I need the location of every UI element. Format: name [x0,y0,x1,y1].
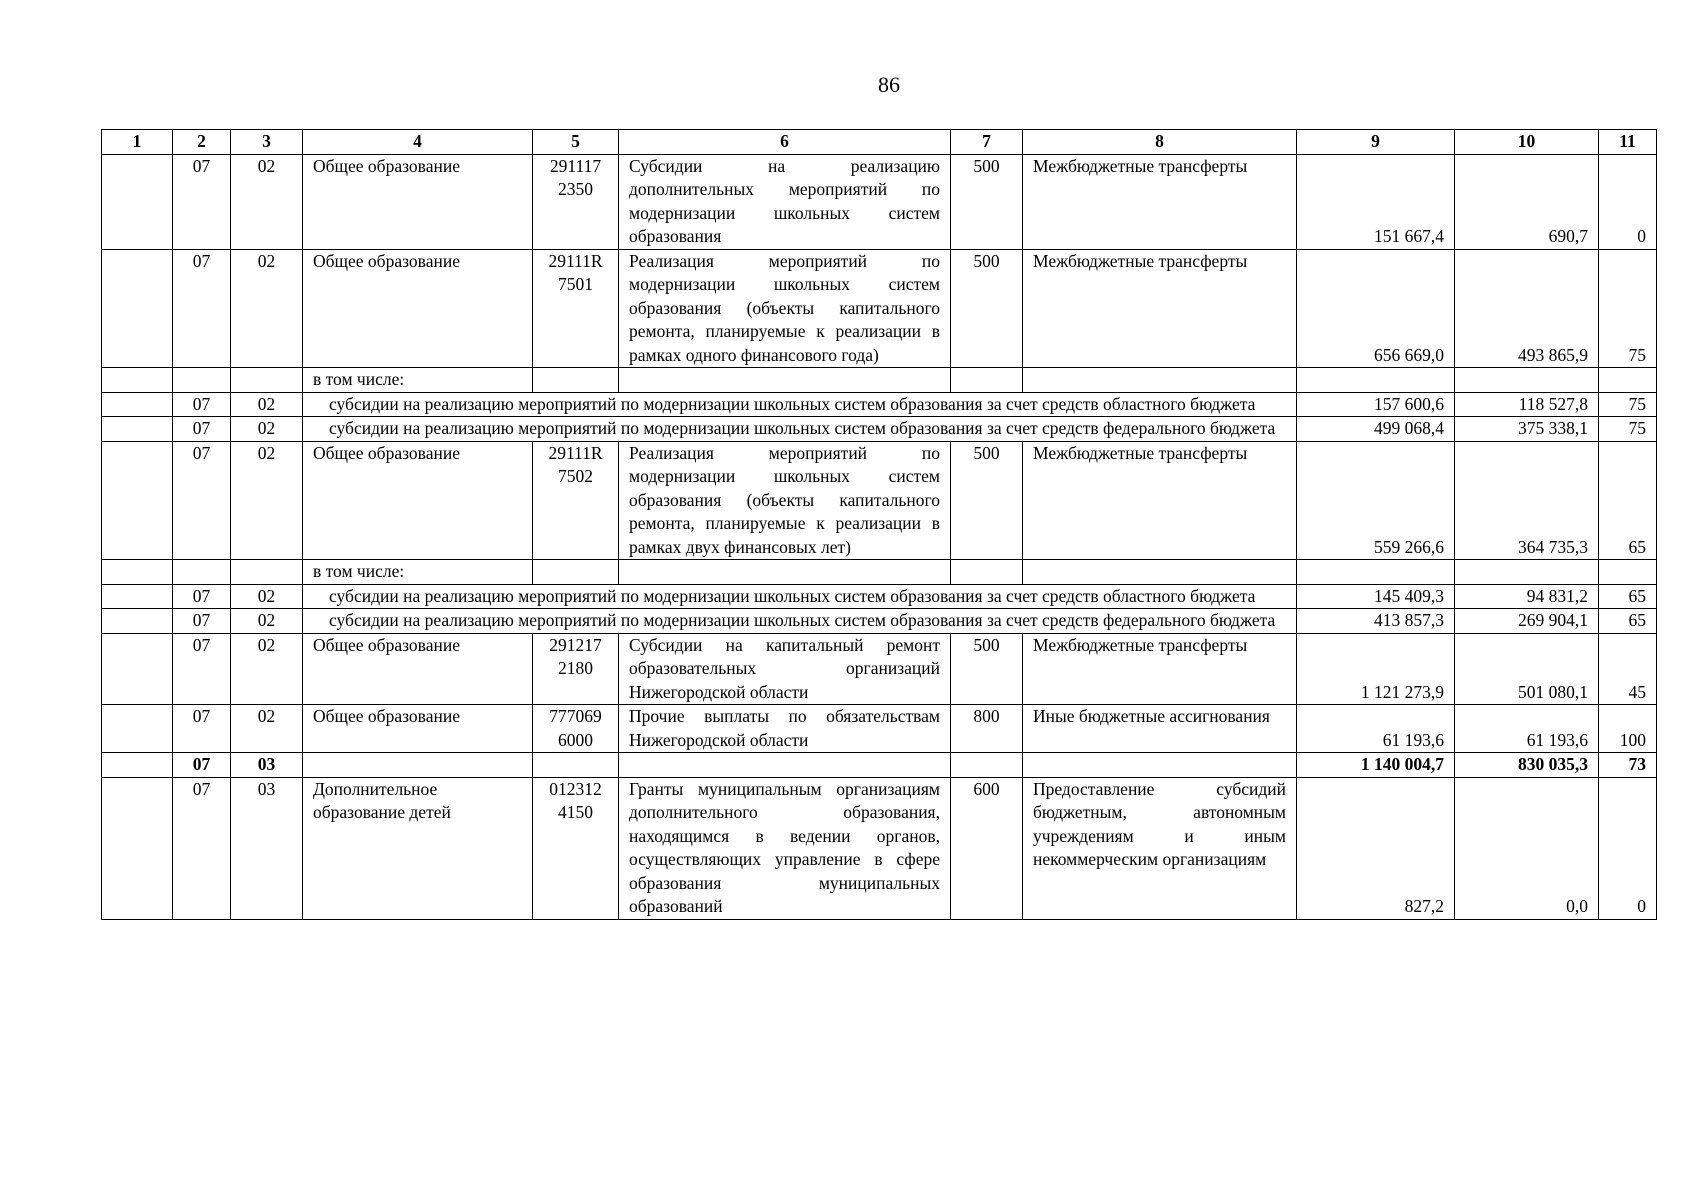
cell-actual-value: 94 831,2 [1455,584,1599,609]
cell-section: 07 [173,249,231,368]
col-header-10: 10 [1455,130,1599,155]
col-header-11: 11 [1599,130,1657,155]
cell-label: в том числе: [303,560,533,585]
cell-description: Субсидии на капитальный ремонт образовательных организаций Нижегородской области [619,633,951,705]
cell-description: Гранты муниципальным организациям дополнительного образования, находящимся в ведении органов, осуществляющих управление в сфере образования муниципальных образований [619,777,951,919]
col-header-4: 4 [303,130,533,155]
cell-expense-type-name: Межбюджетные трансферты [1023,249,1297,368]
cell-subsidy-description: субсидии на реализацию мероприятий по модернизации школьных систем образования за счет средств областного бюджета [303,584,1297,609]
cell-percent: 65 [1599,441,1657,560]
cell-empty [173,368,231,393]
cell-percent: 75 [1599,417,1657,442]
header-row [102,130,1657,155]
cell-section: 07 [173,633,231,705]
cell-expense-type-name: Межбюджетные трансферты [1023,633,1297,705]
cell-percent: 45 [1599,633,1657,705]
cell-percent: 75 [1599,392,1657,417]
col-header-1: 1 [102,130,173,155]
cell-section: 07 [173,584,231,609]
page-number: 86 [878,72,900,97]
cell-plan-total: 1 140 004,7 [1297,753,1455,778]
cell-expense-type-name: Иные бюджетные ассигнования [1023,705,1297,753]
col-header-7: 7 [951,130,1023,155]
cell-expense-type: 500 [951,633,1023,705]
cell-expense-type-name: Предоставление субсидий бюджетным, автономным учреждениям и иным некоммерческим организациям [1023,777,1297,919]
col-header-9: 9 [1297,130,1455,155]
cell-actual-value: 269 904,1 [1455,609,1599,634]
cell-subsection: 02 [231,154,303,249]
cell-expense-type: 600 [951,777,1023,919]
cell-target-article: 29111R 7501 [533,249,619,368]
cell-section: 07 [173,705,231,753]
cell-percent: 0 [1599,154,1657,249]
cell-actual-total: 830 035,3 [1455,753,1599,778]
cell-section: 07 [173,417,231,442]
cell-subsection: 02 [231,441,303,560]
cell-plan-value: 61 193,6 [1297,705,1455,753]
cell-percent: 100 [1599,705,1657,753]
cell-subsection: 02 [231,392,303,417]
cell-empty [1023,368,1297,393]
cell-actual-value: 690,7 [1455,154,1599,249]
cell-actual-value: 61 193,6 [1455,705,1599,753]
cell-expense-type-name: Межбюджетные трансферты [1023,441,1297,560]
cell-empty [102,392,173,417]
col-header-8: 8 [1023,130,1297,155]
table-row [102,705,1657,753]
cell-name: Общее образование [303,705,533,753]
cell-target-article: 291117 2350 [533,154,619,249]
col-header-5: 5 [533,130,619,155]
cell-name: Общее образование [303,633,533,705]
table-row [102,441,1657,560]
cell-target-article: 291217 2180 [533,633,619,705]
table-body [102,154,1657,919]
cell-expense-type: 800 [951,705,1023,753]
cell-target-article: 777069 6000 [533,705,619,753]
table-row [102,609,1657,634]
cell-empty [231,560,303,585]
table-row [102,560,1657,585]
cell-empty [102,753,173,778]
cell-subsidy-description: субсидии на реализацию мероприятий по модернизации школьных систем образования за счет средств федерального бюджета [303,609,1297,634]
cell-subsection: 03 [231,753,303,778]
cell-name: Дополнительное образование детей [303,777,533,919]
cell-empty [533,368,619,393]
cell-empty [619,753,951,778]
col-header-6: 6 [619,130,951,155]
cell-empty [102,154,173,249]
cell-empty [1023,560,1297,585]
cell-empty [102,584,173,609]
cell-actual-value: 501 080,1 [1455,633,1599,705]
cell-target-article: 012312 4150 [533,777,619,919]
table-row [102,368,1657,393]
cell-empty [173,560,231,585]
cell-description: Прочие выплаты по обязательствам Нижегородской области [619,705,951,753]
cell-empty [1297,560,1455,585]
cell-plan-value: 145 409,3 [1297,584,1455,609]
cell-empty [102,560,173,585]
cell-empty [102,633,173,705]
cell-section: 07 [173,753,231,778]
cell-empty [533,753,619,778]
cell-empty [102,777,173,919]
table-row [102,392,1657,417]
col-header-2: 2 [173,130,231,155]
cell-section: 07 [173,154,231,249]
cell-section: 07 [173,609,231,634]
cell-plan-value: 1 121 273,9 [1297,633,1455,705]
table-row [102,417,1657,442]
cell-description: Субсидии на реализацию дополнительных мероприятий по модернизации школьных систем образования [619,154,951,249]
cell-description: Реализация мероприятий по модернизации школьных систем образования (объекты капитального ремонта, планируемые к реализации в рамках одного финансового года) [619,249,951,368]
cell-empty [1455,368,1599,393]
cell-empty [102,368,173,393]
cell-plan-value: 827,2 [1297,777,1455,919]
table-row [102,633,1657,705]
cell-plan-value: 151 667,4 [1297,154,1455,249]
table-row [102,154,1657,249]
table-row [102,249,1657,368]
cell-label: в том числе: [303,368,533,393]
cell-expense-type: 500 [951,249,1023,368]
cell-subsidy-description: субсидии на реализацию мероприятий по модернизации школьных систем образования за счет средств областного бюджета [303,392,1297,417]
cell-section: 07 [173,777,231,919]
cell-plan-value: 413 857,3 [1297,609,1455,634]
cell-empty [951,753,1023,778]
cell-section: 07 [173,392,231,417]
cell-subsection: 03 [231,777,303,919]
cell-empty [102,249,173,368]
table-row [102,584,1657,609]
table-row [102,777,1657,919]
cell-subsection: 02 [231,249,303,368]
cell-actual-value: 0,0 [1455,777,1599,919]
cell-empty [1599,368,1657,393]
cell-section: 07 [173,441,231,560]
cell-empty [102,417,173,442]
cell-subsection: 02 [231,584,303,609]
cell-empty [231,368,303,393]
cell-expense-type-name: Межбюджетные трансферты [1023,154,1297,249]
cell-plan-value: 559 266,6 [1297,441,1455,560]
cell-percent: 65 [1599,609,1657,634]
cell-actual-value: 375 338,1 [1455,417,1599,442]
cell-empty [1297,368,1455,393]
cell-name: Общее образование [303,249,533,368]
cell-actual-value: 364 735,3 [1455,441,1599,560]
cell-target-article: 29111R 7502 [533,441,619,560]
cell-plan-value: 656 669,0 [1297,249,1455,368]
cell-empty [619,560,951,585]
cell-subsection: 02 [231,609,303,634]
cell-empty [951,368,1023,393]
cell-empty [951,560,1023,585]
cell-empty [533,560,619,585]
cell-percent: 65 [1599,584,1657,609]
cell-empty [102,705,173,753]
cell-empty [303,753,533,778]
cell-plan-value: 157 600,6 [1297,392,1455,417]
table-row [102,753,1657,778]
cell-percent: 0 [1599,777,1657,919]
budget-table [101,129,1657,920]
cell-empty [1599,560,1657,585]
cell-percent-total: 73 [1599,753,1657,778]
cell-expense-type: 500 [951,441,1023,560]
cell-empty [102,441,173,560]
cell-actual-value: 493 865,9 [1455,249,1599,368]
cell-empty [1455,560,1599,585]
cell-subsection: 02 [231,633,303,705]
col-header-3: 3 [231,130,303,155]
cell-actual-value: 118 527,8 [1455,392,1599,417]
cell-name: Общее образование [303,154,533,249]
cell-name: Общее образование [303,441,533,560]
cell-empty [1023,753,1297,778]
cell-description: Реализация мероприятий по модернизации школьных систем образования (объекты капитального ремонта, планируемые к реализации в рамках двух финансовых лет) [619,441,951,560]
cell-empty [619,368,951,393]
cell-plan-value: 499 068,4 [1297,417,1455,442]
cell-percent: 75 [1599,249,1657,368]
cell-expense-type: 500 [951,154,1023,249]
cell-subsection: 02 [231,417,303,442]
cell-subsidy-description: субсидии на реализацию мероприятий по модернизации школьных систем образования за счет средств федерального бюджета [303,417,1297,442]
cell-empty [102,609,173,634]
cell-subsection: 02 [231,705,303,753]
